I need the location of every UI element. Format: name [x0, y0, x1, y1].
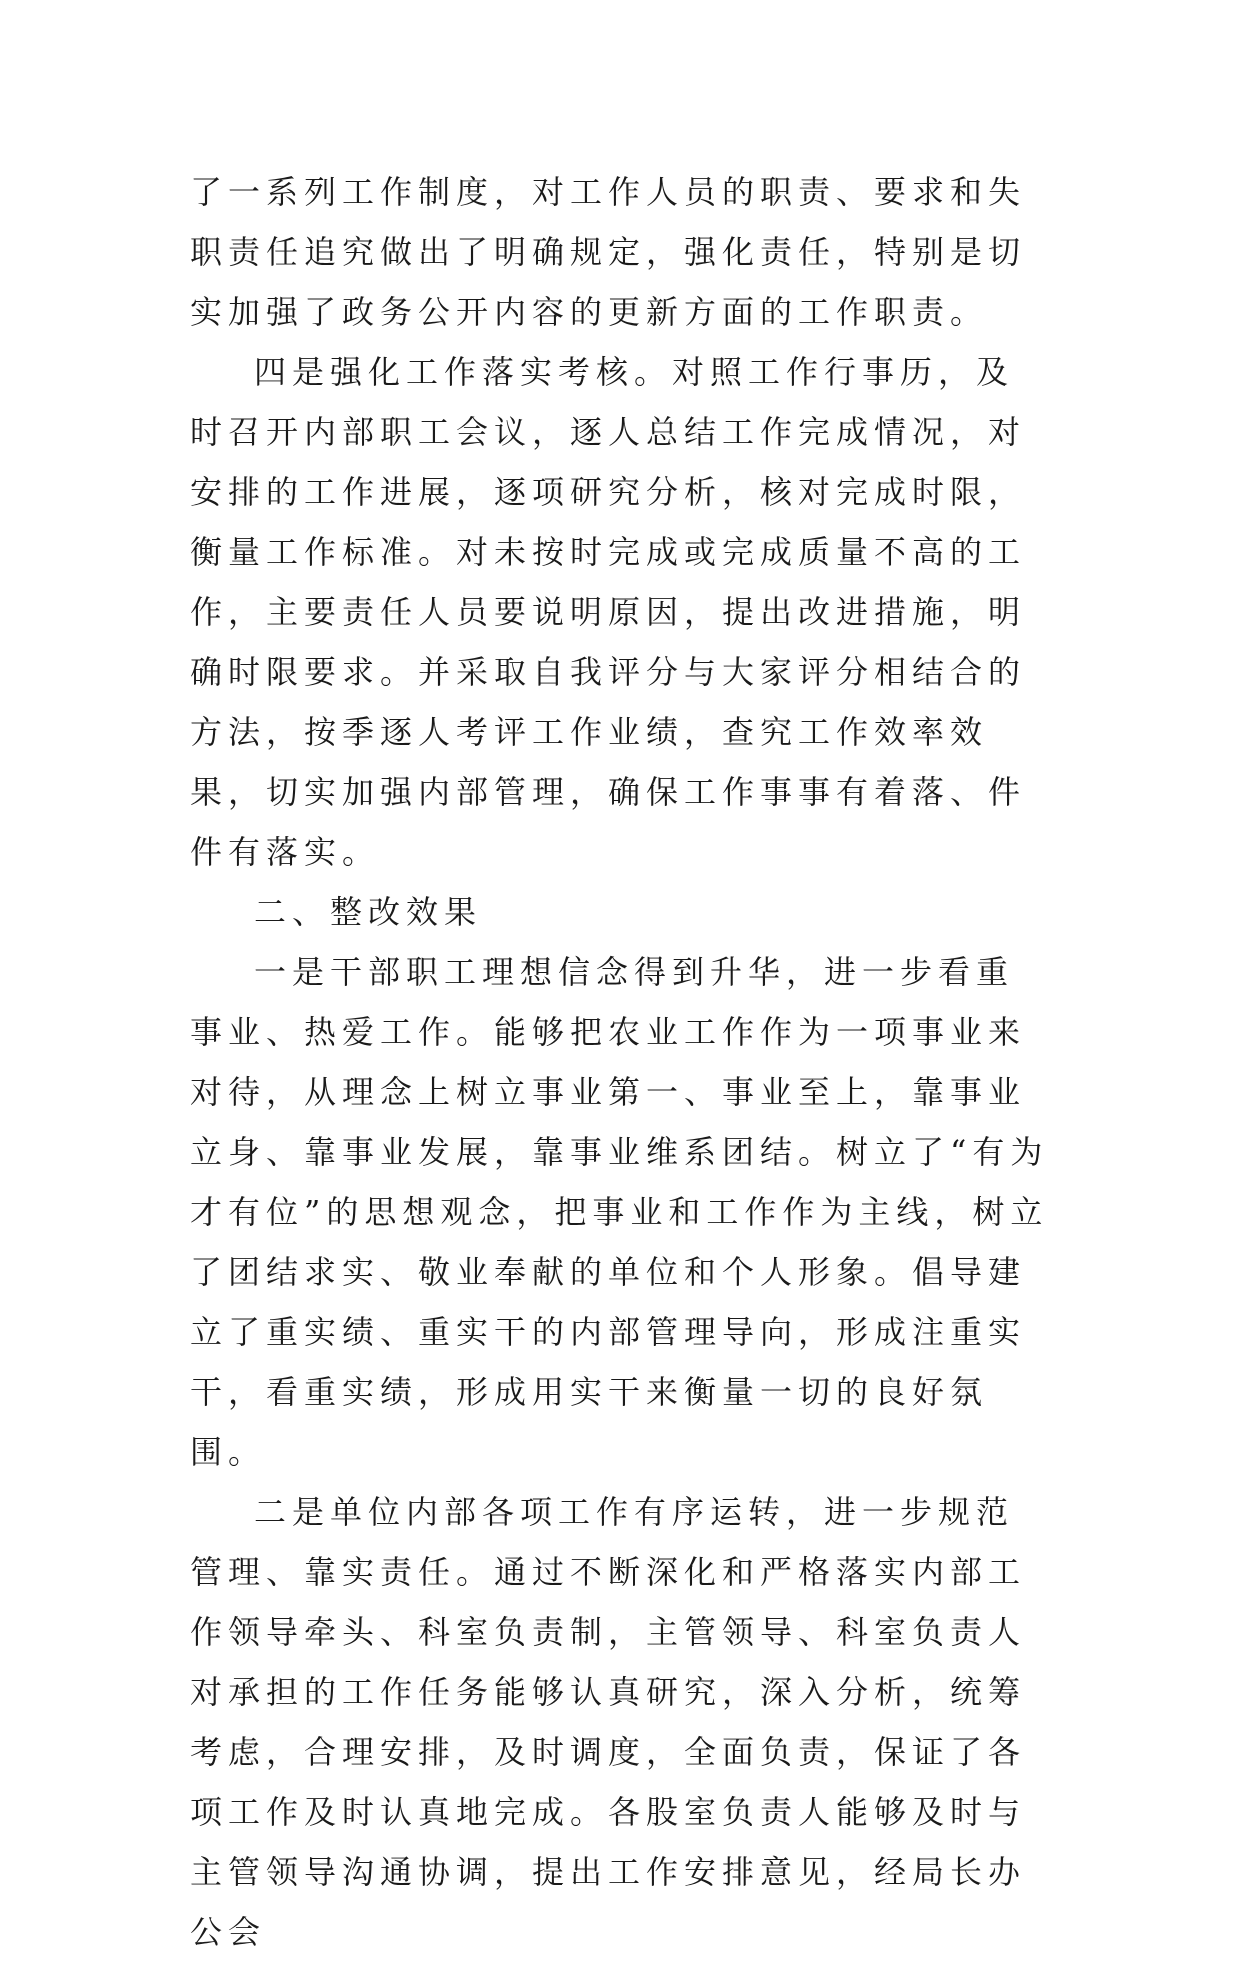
paragraph-item-four: 四是强化工作落实考核。对照工作行事历，及时召开内部职工会议，逐人总结工作完成情况，对安排的工作进展，逐项研究分析，核对完成时限，衡量工作标准。对未按时完成或完成质量不高的工作，主要责任人员要说明原因，提出改进措施，明确时限要求。并采取自我评分与大家评分相结合的方法，按季逐人考评工作业绩，查究工作效率效果，切实加强内部管理，确保工作事事有着落、件件有落实。: [190, 353, 1027, 871]
document-body: [190, 162, 1050, 1962]
paragraph-effect-two: 二是单位内部各项工作有序运转，进一步规范管理、靠实责任。通过不断深化和严格落实内部工作领导牵头、科室负责制，主管领导、科室负责人对承担的工作任务能够认真研究，深入分析，统筹考虑，合理安排，及时调度，全面负责，保证了各项工作及时认真地完成。各股室负责人能够及时与主管领导沟通协调，提出工作安排意见，经局长办公会: [190, 1493, 1027, 1951]
paragraph-effect-one: 一是干部职工理想信念得到升华，进一步看重事业、热爱工作。能够把农业工作作为一项事业来对待，从理念上树立事业第一、事业至上，靠事业立身、靠事业发展，靠事业维系团结。树立了“有为才有位”的思想观念，把事业和工作作为主线，树立了团结求实、敬业奉献的单位和个人形象。倡导建立了重实绩、重实干的内部管理导向，形成注重实干，看重实绩，形成用实干来衡量一切的良好氛围。: [190, 953, 1049, 1471]
paragraph-continuation: 了一系列工作制度，对工作人员的职责、要求和失职责任追究做出了明确规定，强化责任，特别是切实加强了政务公开内容的更新方面的工作职责。: [190, 173, 1027, 331]
section-heading: 二、整改效果: [254, 893, 483, 931]
